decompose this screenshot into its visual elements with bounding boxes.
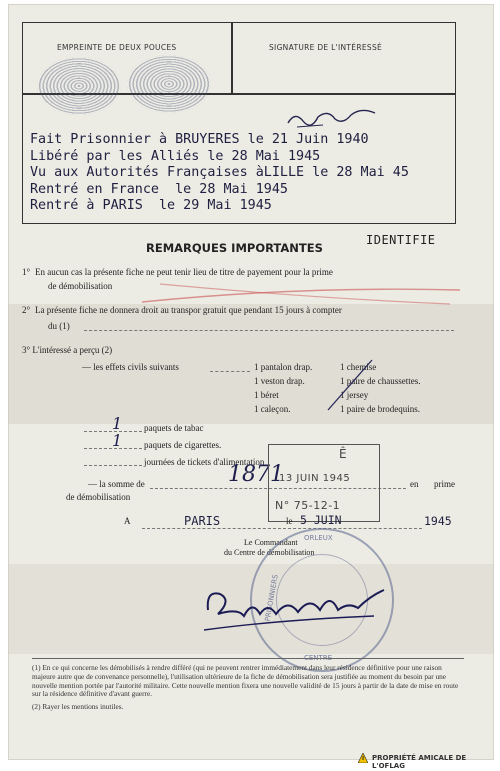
dotted-leader bbox=[210, 371, 250, 372]
seal-bottom-text: CENTRE bbox=[304, 654, 333, 662]
somme-label: — la somme de bbox=[88, 479, 145, 489]
typed-record bbox=[30, 132, 409, 215]
item1-text: En aucun cas la présente fiche ne peut tenir lieu de titre de payement pour la prime bbox=[35, 267, 333, 277]
footnotes bbox=[32, 664, 464, 712]
cigarettes-label: paquets de cigarettes. bbox=[144, 440, 222, 450]
place-date-line bbox=[142, 528, 422, 529]
owner-signature bbox=[283, 103, 383, 133]
effect-item: 1 paire de brodequins. bbox=[340, 404, 420, 414]
tickets-label: journées de tickets d'alimentation bbox=[144, 457, 265, 467]
effect-item: 1 béret bbox=[254, 390, 279, 400]
paper-stain bbox=[8, 304, 494, 424]
ownership-watermark: PROPRIÉTÉ AMICALE DE L'OFLAG bbox=[372, 754, 467, 770]
typed-line: Fait Prisonnier à BRUYERES le 21 Juin 1940 bbox=[30, 132, 369, 147]
signature-label: SIGNATURE DE L'INTÉRESSÉ bbox=[269, 43, 383, 52]
stamp-date: 13 JUIN 1945 bbox=[279, 473, 351, 484]
typed-line: Rentré à PARIS le 29 Mai 1945 bbox=[30, 198, 272, 213]
tabac-quantity: 1 bbox=[112, 414, 123, 433]
seal-left-text: PRISONNIERS bbox=[263, 573, 280, 623]
warning-icon bbox=[358, 753, 368, 763]
prime-label: prime bbox=[434, 479, 455, 489]
city: PARIS bbox=[184, 514, 221, 528]
effect-item: 1 caleçon. bbox=[254, 404, 291, 414]
footnote-2: (2) Rayer les mentions inutiles. bbox=[32, 702, 124, 712]
item2-text: La présente fiche ne donnera droit au transpor gratuit que pendant 15 jours à compter bbox=[35, 305, 342, 315]
effect-item: 1 veston drap. bbox=[254, 376, 305, 386]
cigarettes-quantity: 1 bbox=[112, 431, 123, 450]
date-stamp bbox=[268, 444, 380, 522]
place-a-label: A bbox=[124, 516, 131, 526]
item1-text-cont: de démobilisation bbox=[48, 281, 113, 291]
identified-stamp: IDENTIFIE bbox=[366, 233, 436, 247]
footnote-rule bbox=[32, 658, 464, 659]
effect-item: 1 jersey bbox=[340, 390, 369, 400]
effect-item: 1 paire de chaussettes. bbox=[340, 376, 421, 386]
stamp-top-letter: Ê bbox=[339, 447, 347, 461]
strike-slash bbox=[320, 356, 380, 416]
left-thumbprint bbox=[37, 57, 121, 115]
commandant-signature bbox=[198, 580, 388, 640]
item2-number: 2° bbox=[22, 305, 31, 315]
stamp-number: N° 75-12-1 bbox=[275, 499, 341, 512]
somme-suffix: en bbox=[410, 479, 419, 489]
effect-item: 1 pantalon drap. bbox=[254, 362, 313, 372]
right-thumbprint bbox=[127, 55, 211, 113]
effect-item: 1 chemise bbox=[340, 362, 377, 372]
item1-number: 1° bbox=[22, 267, 31, 277]
item2-text-cont: du (1) bbox=[48, 321, 70, 331]
issue-date: 5 JUIN bbox=[300, 513, 342, 527]
prints-label: EMPREINTE DE DEUX POUCES bbox=[57, 43, 177, 52]
typed-line: Rentré en France le 28 Mai 1945 bbox=[30, 181, 288, 197]
seal-top-text: ORLEUX bbox=[304, 534, 333, 542]
remarks-title: REMARQUES IMPORTANTES bbox=[146, 241, 323, 255]
demobilisation-label: de démobilisation bbox=[66, 492, 131, 502]
issue-year: 1945 bbox=[424, 514, 452, 528]
effects-intro: — les effets civils suivants bbox=[82, 362, 179, 372]
date-blank-line bbox=[84, 330, 454, 331]
commandant-line1: Le Commandant bbox=[244, 538, 298, 547]
dotted-leader bbox=[84, 448, 142, 449]
commandant-line2: du Centre de démobilisation bbox=[224, 548, 315, 557]
box-divider bbox=[231, 23, 233, 93]
item3-text: 3° L'intéressé a perçu (2) bbox=[22, 345, 113, 355]
red-strike-marks bbox=[140, 280, 470, 306]
le-label: le bbox=[286, 516, 293, 526]
dotted-leader bbox=[84, 465, 142, 466]
footnote-1: (1) En ce qui concerne les démobilisés à rendre différé (qui ne peuvent rentrer immédiatement dans leur résidence définitive pour une raison majeure autre que de convenance personnelle), l'utilisation ultérieure de la fiche de démobilisation sera justifiée au moment du besoin par une nouvelle mention portée par l'autorité militaire. Cette nouvelle mention fixera une nouvelle validité de 15 jours à partir de la date de mise en route sur la résidence définitive d'avant guerre. bbox=[32, 663, 459, 699]
amount-handwritten: 1871 bbox=[228, 462, 284, 487]
typed-line: Libéré par les Alliés le 28 Mai 1945 bbox=[30, 148, 321, 164]
tabac-label: paquets de tabac bbox=[144, 423, 204, 433]
typed-line: Vu aux Autorités Françaises àLILLE le 28 Mai 45 bbox=[30, 165, 409, 180]
